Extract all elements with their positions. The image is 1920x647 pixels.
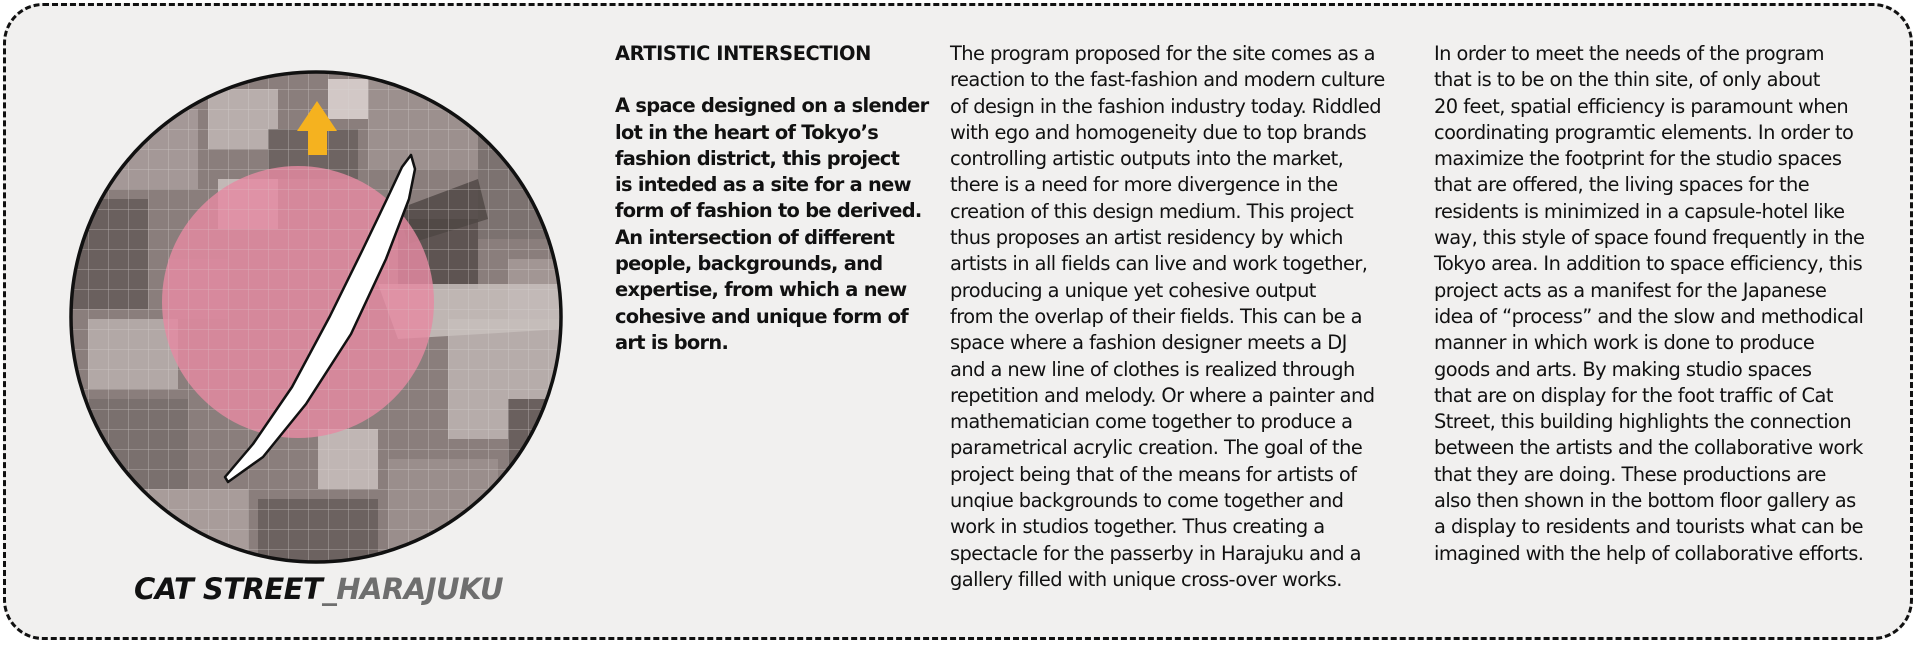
text-line: creation of this design medium. This project bbox=[950, 199, 1354, 223]
text-line: imagined with the help of collaborative efforts. bbox=[1434, 541, 1864, 565]
text-line: residents is minimized in a capsule-hotel like bbox=[1434, 199, 1845, 223]
text-line: thus proposes an artist residency by which bbox=[950, 226, 1343, 250]
text-line: way, this style of space found frequently in the bbox=[1434, 226, 1865, 250]
text-line: form of fashion to be derived. bbox=[615, 199, 922, 223]
text-line: that they are doing. These productions are bbox=[1434, 462, 1826, 486]
text-line: mathematician come together to produce a bbox=[950, 410, 1353, 434]
text-line: An intersection of different bbox=[615, 225, 895, 249]
text-line: that is to be on the thin site, of only about bbox=[1434, 68, 1820, 92]
text-line: space where a fashion designer meets a DJ bbox=[950, 331, 1347, 355]
text-line: and a new line of clothes is realized through bbox=[950, 357, 1355, 381]
intro-column bbox=[615, 41, 941, 356]
text-line: Street, this building highlights the connection bbox=[1434, 410, 1852, 434]
text-line: project being that of the means for artists of bbox=[950, 462, 1357, 486]
text-line: gallery filled with unique cross-over works. bbox=[950, 567, 1342, 591]
text-line: producing a unique yet cohesive output bbox=[950, 278, 1316, 302]
section-heading: ARTISTIC INTERSECTION bbox=[615, 42, 871, 65]
text-line: lot in the heart of Tokyo’s bbox=[615, 120, 879, 144]
efficiency-column bbox=[1434, 41, 1912, 567]
site-map bbox=[68, 69, 564, 565]
text-line: of design in the fashion industry today. Riddled bbox=[950, 94, 1381, 118]
text-line: maximize the footprint for the studio spaces bbox=[1434, 147, 1842, 171]
text-line: that are offered, the living spaces for the bbox=[1434, 173, 1810, 197]
text-line: art is born. bbox=[615, 330, 729, 354]
text-line: A space designed on a slender bbox=[615, 94, 929, 118]
aerial-site-map bbox=[68, 69, 564, 565]
text-line: between the artists and the collaborative work bbox=[1434, 436, 1863, 460]
text-line: with ego and homogeneity due to top brands bbox=[950, 120, 1367, 144]
text-line: that are on display for the foot traffic of Cat bbox=[1434, 383, 1833, 407]
text-line: The program proposed for the site comes as a bbox=[950, 42, 1375, 65]
text-line: repetition and melody. Or where a painter and bbox=[950, 383, 1375, 407]
text-line: unqiue backgrounds to come together and bbox=[950, 489, 1344, 513]
text-line: parametrical acrylic creation. The goal of the bbox=[950, 436, 1363, 460]
text-line: coordinating programtic elements. In order to bbox=[1434, 120, 1854, 144]
text-line: In order to meet the needs of the program bbox=[1434, 42, 1824, 65]
text-line: there is a need for more divergence in the bbox=[950, 173, 1338, 197]
text-line: is inteded as a site for a new bbox=[615, 173, 911, 197]
text-line: goods and arts. By making studio spaces bbox=[1434, 357, 1812, 381]
text-line: 20 feet, spatial efficiency is paramount when bbox=[1434, 94, 1849, 118]
text-line: people, backgrounds, and bbox=[615, 252, 883, 276]
text-line: manner in which work is done to produce bbox=[1434, 331, 1815, 355]
program-column bbox=[950, 41, 1420, 593]
text-line: also then shown in the bottom floor gallery as bbox=[1434, 489, 1856, 513]
text-line: expertise, from which a new bbox=[615, 278, 907, 302]
text-line: spectacle for the passerby in Harajuku and a bbox=[950, 541, 1361, 565]
text-line: a display to residents and tourists what can be bbox=[1434, 515, 1863, 539]
text-line: controlling artistic outputs into the market, bbox=[950, 147, 1344, 171]
text-line: artists in all fields can live and work together, bbox=[950, 252, 1368, 276]
text-line: idea of “process” and the slow and methodical bbox=[1434, 304, 1864, 328]
text-line: cohesive and unique form of bbox=[615, 304, 908, 328]
text-line: from the overlap of their fields. This can be a bbox=[950, 304, 1362, 328]
text-line: fashion district, this project bbox=[615, 146, 900, 170]
text-line: work in studios together. Thus creating a bbox=[950, 515, 1325, 539]
text-line: Tokyo area. In addition to space efficiency, this bbox=[1434, 252, 1863, 276]
site-title-district: _HARAJUKU bbox=[322, 572, 504, 606]
text-line: reaction to the fast-fashion and modern culture bbox=[950, 68, 1385, 92]
lede-paragraph bbox=[615, 93, 941, 356]
site-title-street: CAT STREET bbox=[134, 572, 323, 606]
text-line: project acts as a manifest for the Japanese bbox=[1434, 278, 1827, 302]
presentation-board bbox=[3, 3, 1913, 640]
site-title bbox=[134, 572, 503, 606]
